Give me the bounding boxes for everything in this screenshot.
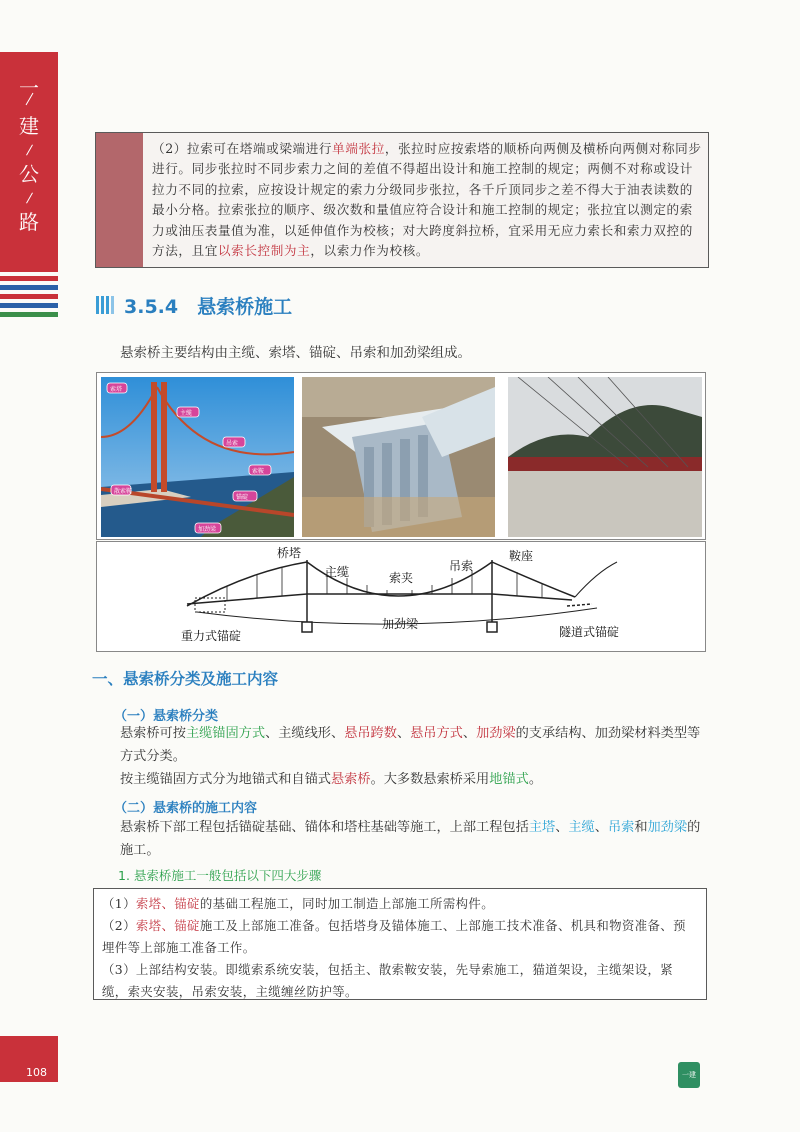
section-title: 3.5.4 悬索桥施工	[124, 296, 293, 318]
corner-badge: 一建	[678, 1062, 700, 1088]
suspension-bridge-photo	[101, 377, 294, 537]
heading-classification-content: 一、悬索桥分类及施工内容	[92, 670, 279, 688]
side-char-2: 公	[19, 162, 39, 186]
side-char-0: 一	[19, 76, 39, 100]
photo-label-2: 主缆	[180, 410, 193, 417]
photo-label-1: 索塔	[110, 386, 123, 393]
diagram-label-hanger: 吊索	[449, 559, 474, 573]
note-box-bar	[96, 133, 143, 267]
side-stripes	[0, 276, 58, 321]
photo-label-6: 锚碇	[236, 494, 249, 501]
diagram-label-main-cable: 主缆	[325, 565, 350, 579]
diagram-label-girder: 加劲梁	[382, 617, 419, 631]
diagram-label-clamp: 索夹	[389, 571, 414, 585]
classification-paragraph: 悬索桥可按主缆锚固方式、主缆线形、悬吊跨数、悬吊方式、加劲梁的支承结构、加劲梁材料类型等方式分类。 按主缆锚固方式分为地锚式和自锚式悬索桥。大多数悬索桥采用地锚式。	[120, 726, 701, 787]
chapter-side-tab-text	[0, 92, 58, 236]
section-bars-icon	[96, 296, 118, 314]
subheading-four-steps: 1. 悬索桥施工一般包括以下四大步骤	[118, 868, 322, 883]
suspension-bridge-diagram	[96, 541, 706, 652]
photo-label-3: 吊索	[226, 440, 239, 447]
diagram-label-saddle: 鞍座	[509, 549, 534, 563]
diagram-label-gravity-anchor: 重力式锚碇	[181, 629, 242, 643]
anchorage-photo	[508, 377, 702, 537]
chapter-side-tab	[0, 52, 58, 272]
cable-saddle-photo	[302, 377, 495, 537]
page-number: 108	[26, 1066, 47, 1079]
bridge-photos-strip	[96, 372, 706, 540]
photo-label-4: 索鞍	[252, 468, 265, 475]
step-3: （3）上部结构安装。即缆索系统安装，包括主、散索鞍安装，先导索施工，猫道架设，主缆架设，紧缆，索夹安装，吊索安装，主缆缠丝防护等。	[102, 962, 674, 999]
photo-label-7: 加劲梁	[198, 526, 217, 533]
four-steps-box	[93, 888, 707, 1000]
diagram-label-tower: 桥塔	[277, 546, 302, 560]
note-box-text: （2）拉索可在塔端或梁端进行单端张拉，张拉时应按索塔的顺桥向两侧及横桥向两侧对称同步进行。同步张拉时不同步索力之间的差值不得超出设计和施工控制的规定；两侧不对称或设计拉力不同的拉索，应按设计规定的索力分级同步张拉，各千斤顶同步之差不得大于油表读数的最小分格。拉索张拉的顺序、级次数和量值应符合设计和施工控制的规定；张拉宜以测定的索力或油压表量值为准，以延伸值作为校核；对大跨度斜拉桥，宜采用无应力索长和索力双控的方法，且宜以索长控制为主，以索力作为校核。	[152, 141, 702, 259]
stripe-4	[0, 303, 58, 308]
cable-tension-note-box	[95, 132, 709, 268]
step-1: （1）索塔、锚碇的基础工程施工，同时加工制造上部施工所需构件。	[102, 896, 495, 911]
intro-text: 悬索桥主要结构由主缆、索塔、锚碇、吊索和加劲梁组成。	[120, 345, 471, 361]
highlight-single-end: 单端张拉	[332, 141, 385, 156]
step-2: （2）索塔、锚碇施工及上部施工准备。包括塔身及锚体施工、上部施工技术准备、机具和物资准备、预埋件等上部施工准备工作。	[102, 918, 686, 955]
diagram-label-tunnel-anchor: 隧道式锚碇	[559, 625, 620, 639]
stripe-2	[0, 285, 58, 290]
side-char-3: 路	[19, 210, 39, 234]
stripe-5	[0, 312, 58, 317]
subheading-construction: （二）悬索桥的施工内容	[114, 801, 258, 816]
highlight-length-control: 以索长控制为主	[217, 243, 311, 259]
subheading-classification: （一）悬索桥分类	[114, 709, 219, 724]
construction-paragraph: 悬索桥下部工程包括锚碇基础、锚体和塔柱基础等施工，上部工程包括主塔、主缆、吊索和加劲梁的施工。	[120, 820, 701, 858]
stripe-1	[0, 276, 58, 281]
stripe-3	[0, 294, 58, 299]
side-char-1: 建	[19, 114, 39, 138]
photo-label-5: 散索鞍	[114, 488, 133, 495]
